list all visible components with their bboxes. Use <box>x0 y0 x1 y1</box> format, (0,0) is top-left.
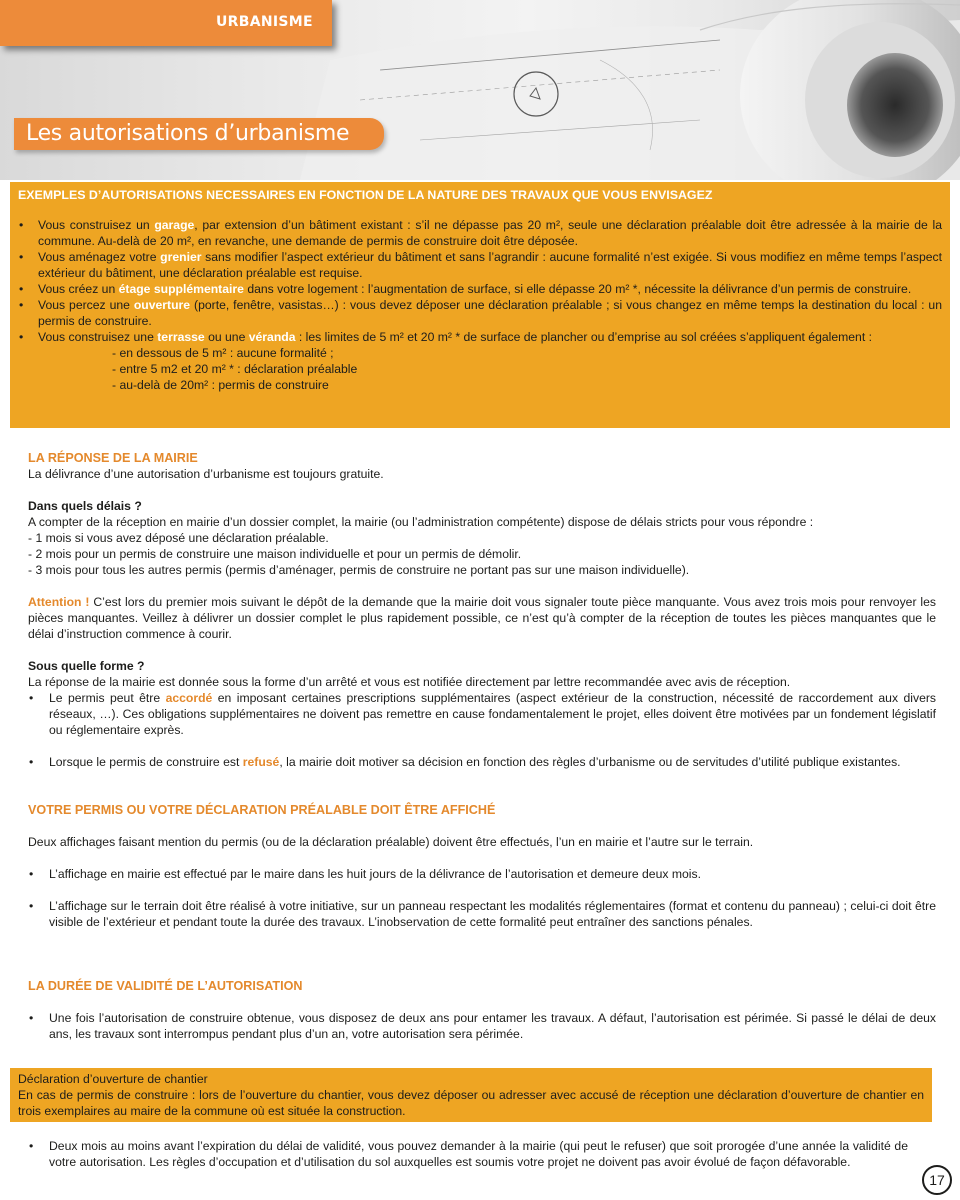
list-item: • Vous percez une ouverture (porte, fenêtre, vasistas…) : vous devez déposer une déclaration préalable ; si vous changez en même temps la destination du local : un permis de construire. <box>18 297 942 329</box>
list-item: • Vous construisez un garage, par extension d’un bâtiment existant : s’il ne dépasse pas 20 m², seule une déclaration préalable doit être adressée à la mairie de la commune. Au-delà de 20 m², en revanche, une demande de permis de construire doit être déposée. <box>18 217 942 249</box>
forme-list <box>28 690 936 770</box>
delais-line: - 3 mois pour tous les autres permis (permis d’aménager, permis de construire ne portant pas sur une maison individuelle). <box>28 563 690 577</box>
section-label: URBANISME <box>216 14 313 30</box>
list-item: • Vous aménagez votre grenier sans modifier l’aspect extérieur du bâtiment et sans l’agrandir : aucune formalité n’est exigée. Si vous modifiez en même temps l’aspect extérieur du bâtiment, une déclaration préalable est requise. <box>18 249 942 281</box>
forme-text: La réponse de la mairie est donnée sous la forme d’un arrêté et vous est notifiée directement par lettre recommandée avec avis de réception. <box>28 675 791 689</box>
sub-item: - entre 5 m2 et 20 m² * : déclaration préalable <box>112 362 358 376</box>
reponse-heading: LA RÉPONSE DE LA MAIRIE <box>28 451 198 465</box>
reponse-intro: La délivrance d’une autorisation d’urbanisme est toujours gratuite. <box>28 467 384 481</box>
validite-list <box>28 1010 936 1042</box>
affichage-intro: Deux affichages faisant mention du permis (ou de la déclaration préalable) doivent être effectués, l’un en mairie et l’autre sur le terrain. <box>28 835 754 849</box>
page-number: 17 <box>922 1165 952 1195</box>
declaration-box <box>10 1068 932 1122</box>
delais-text: A compter de la réception en mairie d’un dossier complet, la mairie (ou l’administration compétente) dispose de délais stricts pour vous répondre : <box>28 515 814 529</box>
title-banner <box>14 118 384 150</box>
list-item: • Le permis peut être accordé en imposant certaines prescriptions supplémentaires (aspect extérieur de la construction, nécessité de raccordement aux divers réseaux, …). Ces obligations supplémentaires ne doivent pas remettre en cause fondamentalement le projet, elles doivent être motivées par un fondement législatif ou réglementaire exprès. <box>28 690 936 738</box>
validite-extension <box>28 1138 908 1170</box>
attention-paragraph: Attention ! C’est lors du premier mois suivant le dépôt de la demande que la mairie doit vous signaler toute pièce manquante. Vous avez trois mois pour renvoyer les pièces manquantes. Veillez à délivrer un dossier complet le plus rapidement possible, ce n’est qu’à compter de la réception de toutes les pièces manquantes que le délai d’instruction commence à courir. <box>28 595 936 641</box>
examples-heading: EXEMPLES D’AUTORISATIONS NECESSAIRES EN FONCTION DE LA NATURE DES TRAVAUX QUE VOUS ENVISAGEZ <box>18 188 713 202</box>
examples-list <box>18 217 942 345</box>
list-item: • Vous créez un étage supplémentaire dans votre logement : l’augmentation de surface, si elle dépasse 20 m² *, nécessite la délivrance d’un permis de construire. <box>18 281 942 297</box>
declaration-text: En cas de permis de construire : lors de l’ouverture du chantier, vous devez déposer ou adresser avec accusé de réception une déclaration d’ouverture de chantier en trois exemplaires au maire de la commune où est située la construction. <box>18 1088 924 1118</box>
main-content <box>28 450 936 1042</box>
list-item: • L’affichage sur le terrain doit être réalisé à votre initiative, sur un panneau respectant les modalités réglementaires (format et contenu du panneau) ; celui-ci doit être visible de l’extérieur et pendant toute la durée des travaux. L’inobservation de cette formalité peut entraîner des sanctions pénales. <box>28 898 936 930</box>
list-item: • Vous construisez une terrasse ou une véranda : les limites de 5 m² et 20 m² * de surface de plancher ou d’emprise au sol créées s’appliquent également : <box>18 329 942 345</box>
sub-item: - en dessous de 5 m² : aucune formalité ; <box>112 346 334 360</box>
list-item: • Une fois l’autorisation de construire obtenue, vous disposez de deux ans pour entamer les travaux. A défaut, l’autorisation est périmée. Si passé le délai de deux ans, les travaux sont interrompus pendant plus d’un an, votre autorisation sera périmée. <box>28 1010 936 1042</box>
delais-line: - 1 mois si vous avez déposé une déclaration préalable. <box>28 531 329 545</box>
affichage-heading: VOTRE PERMIS OU VOTRE DÉCLARATION PRÉALABLE DOIT ÊTRE AFFICHÉ <box>28 803 496 817</box>
attention-label: Attention ! <box>28 595 90 609</box>
list-item: • Deux mois au moins avant l’expiration du délai de validité, vous pouvez demander à la mairie (qui peut le refuser) que soit prorogée d’une année la validité de votre autorisation. Les règles d’occupation et d’utilisation du sol auxquelles est soumis votre projet ne doivent pas avoir évolué de façon défavorable. <box>28 1138 908 1170</box>
sub-item: - au-delà de 20m² : permis de construire <box>112 378 329 392</box>
validite-heading: LA DURÉE DE VALIDITÉ DE L’AUTORISATION <box>28 979 303 993</box>
section-tab <box>0 0 332 46</box>
affichage-list <box>28 866 936 930</box>
page-title: Les autorisations d’urbanisme <box>26 121 350 146</box>
delais-line: - 2 mois pour un permis de construire une maison individuelle et pour un permis de démolir. <box>28 547 522 561</box>
delais-heading: Dans quels délais ? <box>28 499 142 513</box>
examples-box <box>10 182 950 428</box>
forme-heading: Sous quelle forme ? <box>28 659 145 673</box>
list-item: • Lorsque le permis de construire est refusé, la mairie doit motiver sa décision en fonction des règles d’urbanisme ou de servitudes d’utilité publique existantes. <box>28 754 936 770</box>
list-item: • L’affichage en mairie est effectué par le maire dans les huit jours de la délivrance de l’autorisation et demeure deux mois. <box>28 866 936 882</box>
sub-list <box>18 345 942 393</box>
declaration-title: Déclaration d’ouverture de chantier <box>18 1072 208 1086</box>
validite-list-2 <box>28 1138 908 1170</box>
